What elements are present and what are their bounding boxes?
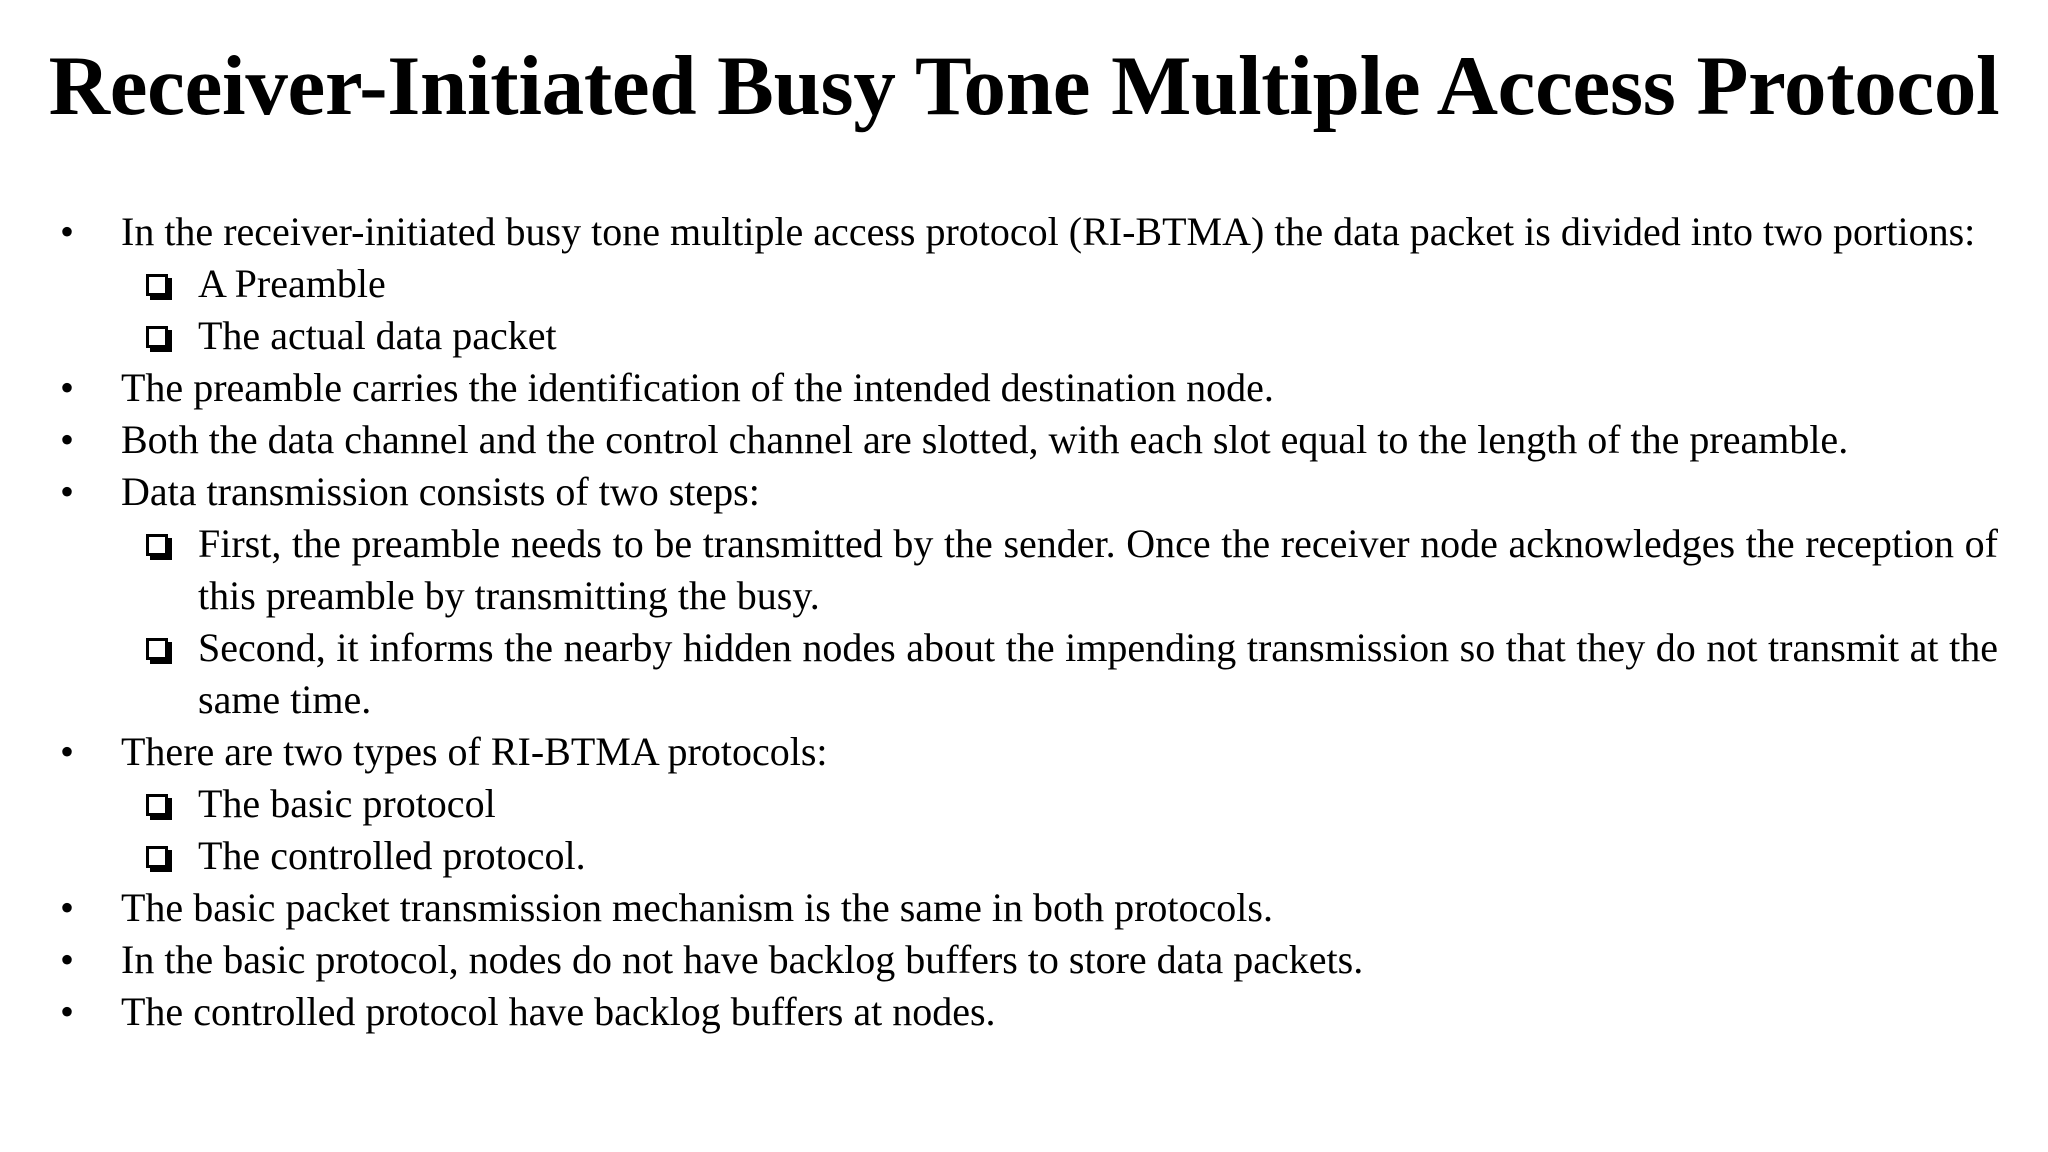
checkbox-square-icon [146, 794, 168, 816]
list-item-text: The controlled protocol have backlog buffers at nodes. [121, 989, 996, 1034]
bullet-icon: • [60, 469, 75, 514]
checkbox-square-icon [146, 846, 168, 868]
list-item [58, 986, 1998, 1038]
bullet-list [58, 206, 1998, 1038]
list-item [58, 934, 1998, 986]
list-item [58, 622, 1998, 726]
checkbox-square-icon [146, 638, 168, 660]
list-item-text: The actual data packet [198, 313, 557, 358]
list-item-text: First, the preamble needs to be transmitted by the sender. Once the receiver node acknowledges the reception of this preamble by transmitting the busy. [198, 521, 1998, 618]
list-item [58, 414, 1998, 466]
list-item [58, 882, 1998, 934]
bullet-icon: • [60, 989, 75, 1034]
list-item-text: In the basic protocol, nodes do not have backlog buffers to store data packets. [121, 937, 1364, 982]
list-item-text: Data transmission consists of two steps: [121, 469, 760, 514]
bullet-icon: • [60, 417, 75, 462]
list-item-text: The basic protocol [198, 781, 496, 826]
checkbox-square-icon [146, 326, 168, 348]
list-item [58, 258, 1998, 310]
list-item [58, 830, 1998, 882]
list-item [58, 518, 1998, 622]
list-item-text: A Preamble [198, 261, 386, 306]
list-item-text: The basic packet transmission mechanism is the same in both protocols. [121, 885, 1273, 930]
list-item-text: Both the data channel and the control channel are slotted, with each slot equal to the length of the preamble. [121, 417, 1849, 462]
list-item [58, 466, 1998, 518]
bullet-icon: • [60, 365, 75, 410]
bullet-icon: • [60, 937, 75, 982]
checkbox-square-icon [146, 534, 168, 556]
list-item [58, 206, 1998, 258]
list-item [58, 310, 1998, 362]
list-item-text: In the receiver-initiated busy tone multiple access protocol (RI-BTMA) the data packet is divided into two portions: [121, 209, 1976, 254]
bullet-icon: • [60, 729, 75, 774]
list-item-text: Second, it informs the nearby hidden nodes about the impending transmission so that they do not transmit at the same time. [198, 625, 1998, 722]
bullet-icon: • [60, 885, 75, 930]
slide-title: Receiver-Initiated Busy Tone Multiple Access Protocol [48, 39, 2000, 133]
checkbox-square-icon [146, 274, 168, 296]
list-item-text: The controlled protocol. [198, 833, 586, 878]
list-item [58, 362, 1998, 414]
list-item-text: There are two types of RI-BTMA protocols: [121, 729, 828, 774]
list-item [58, 726, 1998, 778]
bullet-icon: • [60, 209, 75, 254]
list-item-text: The preamble carries the identification of the intended destination node. [121, 365, 1274, 410]
list-item [58, 778, 1998, 830]
